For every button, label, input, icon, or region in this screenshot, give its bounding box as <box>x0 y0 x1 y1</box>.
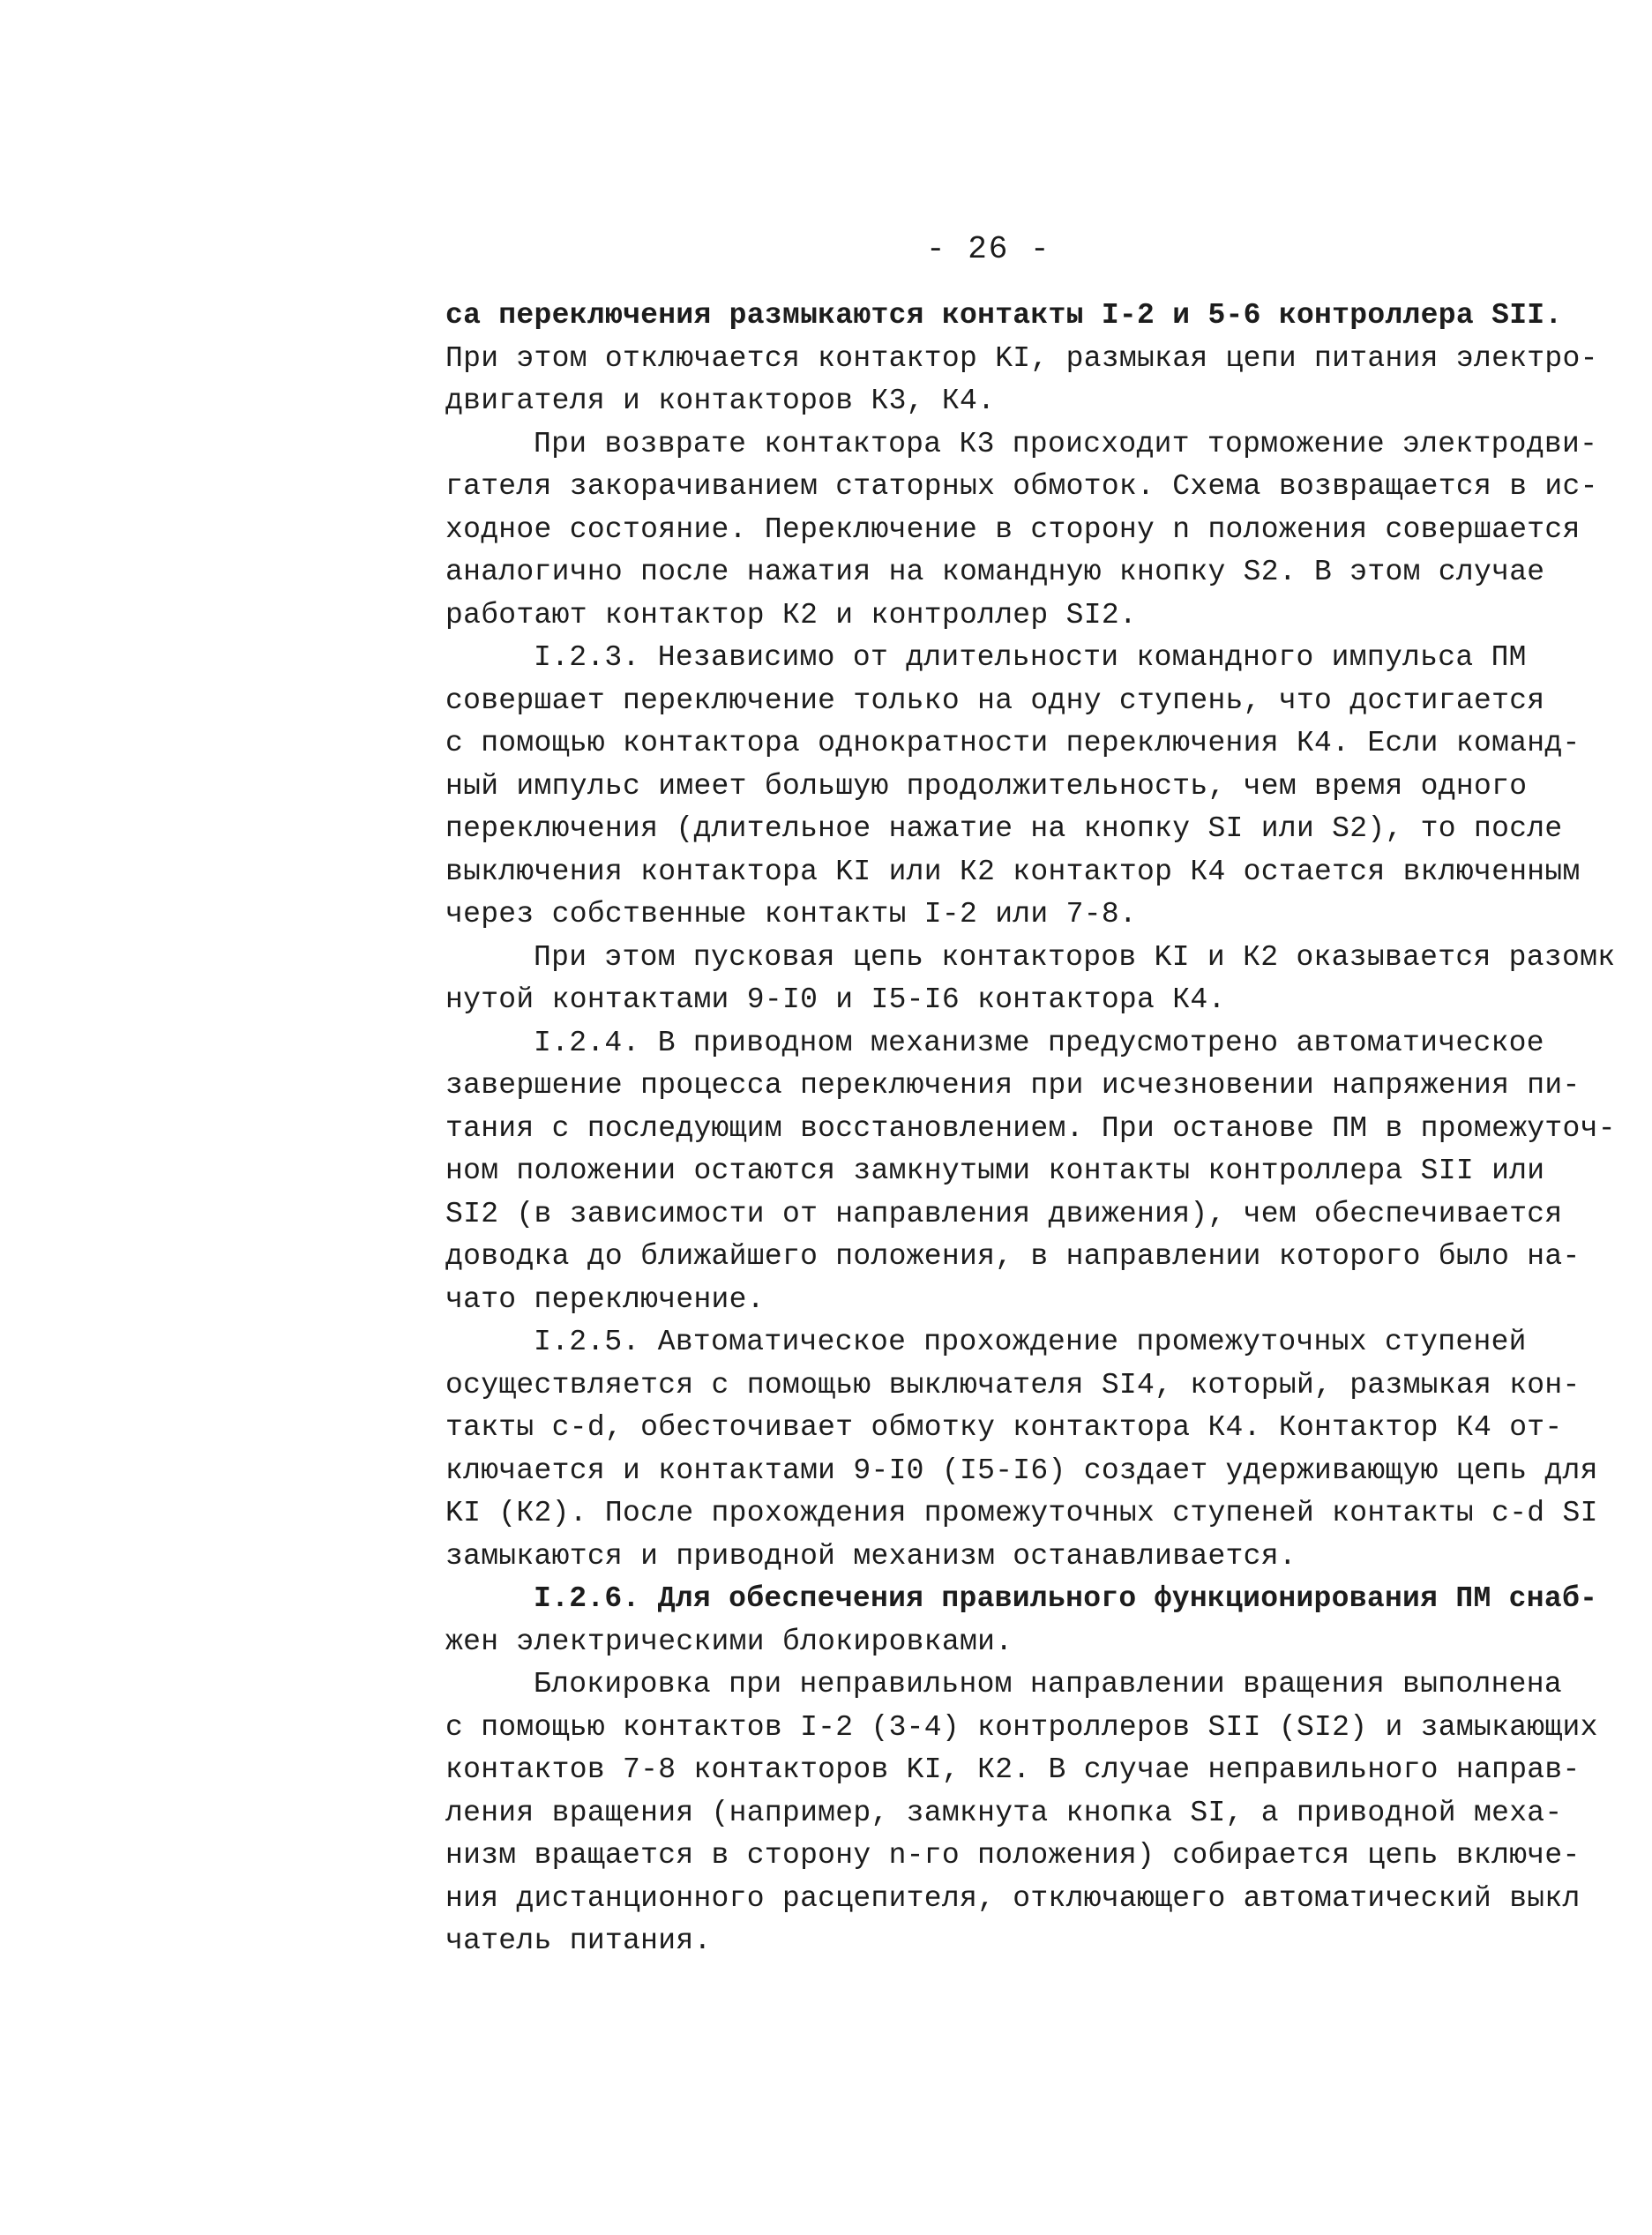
text-line: гателя закорачиванием статорных обмоток. Схема возвращается в ис- <box>445 470 1598 503</box>
text-line: са переключения размыкаются контакты I-2 и 5-6 контроллера SII. <box>445 299 1563 332</box>
text-line: совершает переключение только на одну ступень, что достигается <box>445 684 1545 717</box>
text-line: низм вращается в сторону n-го положения) собирается цепь включе- <box>445 1839 1581 1872</box>
section-1-2-3-heading-line: I.2.3. Независимо от длительности командного импульса ПМ <box>534 641 1527 674</box>
text-line: завершение процесса переключения при исчезновении напряжения пи- <box>445 1069 1581 1102</box>
text-line: чатель питания. <box>445 1925 712 1957</box>
text-line: аналогично после нажатия на командную кнопку S2. В этом случае <box>445 556 1545 588</box>
text-line: выключения контактора KI или К2 контактор К4 остается включенным <box>445 855 1581 888</box>
text-line: двигателя и контакторов К3, К4. <box>445 385 996 417</box>
text-line: замыкаются и приводной механизм останавливается. <box>445 1539 1297 1573</box>
text-line: с помощью контактов I-2 (3-4) контроллеров SII (SI2) и замыкающих <box>445 1710 1598 1744</box>
text-line: ключается и контактами 9-I0 (I5-I6) создает удерживающую цепь для <box>445 1454 1598 1487</box>
text-line: При этом отключается контактор KI, размыкая цепи питания электро- <box>445 341 1598 375</box>
paragraph-first-line: Блокировка при неправильном направлении вращения выполнена <box>534 1668 1562 1701</box>
text-line: ный импульс имеет большую продолжительность, чем время одного <box>445 769 1528 803</box>
text-line: такты c-d, обесточивает обмотку контактора К4. Контактор К4 от- <box>445 1411 1563 1444</box>
text-line: ния дистанционного расцепителя, отключающего автоматический выкл <box>445 1881 1581 1915</box>
text-line: ном положении остаются замкнутыми контакты контроллера SII или <box>445 1155 1545 1187</box>
text-line: ления вращения (например, замкнута кнопка SI, а приводной меха- <box>445 1796 1563 1829</box>
text-line: осуществляется с помощью выключателя SI4, который, размыкая кон- <box>445 1368 1581 1402</box>
text-line: жен электрическими блокировками. <box>445 1625 1013 1658</box>
section-1-2-5-heading-line: I.2.5. Автоматическое прохождение промежуточных ступеней <box>534 1326 1527 1358</box>
text-line: KI (К2). После прохождения промежуточных ступеней контакты c-d SI <box>445 1497 1598 1529</box>
text-line: работают контактор К2 и контроллер SI2. <box>445 598 1138 632</box>
text-line: тания с последующим восстановлением. При останове ПМ в промежуточ- <box>445 1111 1616 1145</box>
text-line: ходное состояние. Переключение в сторону n положения совершается <box>445 512 1581 546</box>
text-line: доводка до ближайшего положения, в направлении которого было на- <box>445 1240 1581 1273</box>
text-line: нутой контактами 9-I0 и I5-I6 контактора К4. <box>445 983 1226 1016</box>
text-line: контактов 7-8 контакторов KI, К2. В случае неправильного направ- <box>445 1753 1581 1786</box>
text-line: чато переключение. <box>445 1282 765 1316</box>
text-line: через собственные контакты I-2 или 7-8. <box>445 898 1138 931</box>
page-number: - 26 - <box>926 231 1051 267</box>
text-line: переключения (длительное нажатие на кнопку SI или S2), то после <box>445 812 1563 845</box>
text-line: с помощью контактора однократности переключения К4. Если команд- <box>445 727 1581 759</box>
paragraph-first-line: При возврате контактора К3 происходит торможение электродви- <box>534 427 1598 460</box>
text-line: SI2 (в зависимости от направления движения), чем обеспечивается <box>445 1197 1563 1230</box>
section-1-2-4-heading-line: I.2.4. В приводном механизме предусмотрено автоматическое <box>534 1026 1544 1059</box>
section-1-2-6-heading-line: I.2.6. Для обеспечения правильного функционирования ПМ снаб- <box>534 1582 1598 1615</box>
paragraph-first-line: При этом пусковая цепь контакторов KI и К2 оказывается разомк <box>534 940 1616 974</box>
body-text <box>445 295 1616 1963</box>
